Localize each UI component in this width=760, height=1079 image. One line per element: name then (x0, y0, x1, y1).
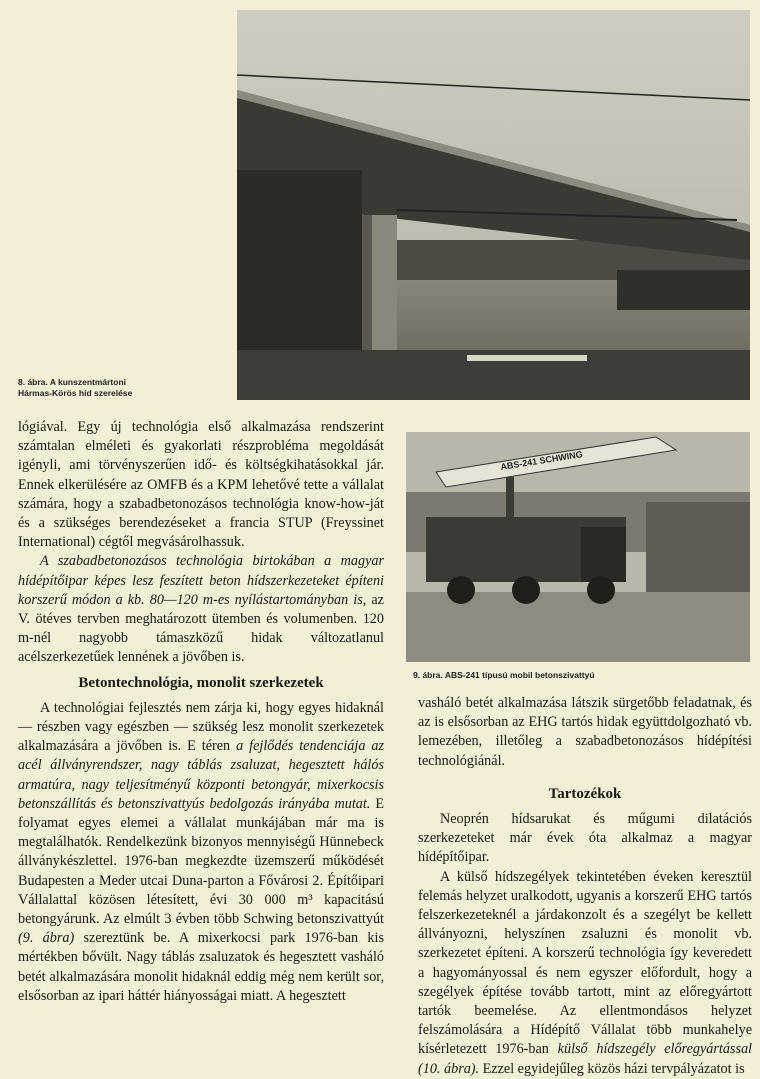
paragraph-edge-beams-emphasis: külső hídszegély előregyártással (10. ábra). (418, 1041, 753, 1077)
text-column-left (18, 418, 384, 1006)
paragraph-monolithic-b: E folyamat egyes elemei a vállalat munkájában már ma is megtalálhatók. Rendelkezünk bizonyos mennyiségű Hünnebeck állványkészlettel. 1976-ban megkezdte üzemszerű működését Budapesten a Meder utcai Duna-parton a Fővárosi 2. Építőipari Vállalattal közösen létesített, évi 30 000 m³ kapacitású betongyárunk. Az elmúlt 3 évben több Schwing betonszivattyút (18, 795, 384, 928)
paragraph-edge-beams (418, 868, 752, 1079)
text-column-right (418, 694, 752, 1079)
paragraph-monolithic-c: szereztünk be. A mixerkocsi park 1976-ban kis mértékben bővült. Nagy táblás zsaluzatok és hegesztett vasháló betét alkalmazására monolit hidaknál eddig még nem került sor, elsősorban az ipari háttér hiányosságai miatt. A hegesztett (18, 930, 384, 1004)
paragraph-edge-beams-b: Ezzel egyidejűleg közös házi tervpályázatot is (479, 1060, 745, 1077)
paragraph-free-cantilever-rest: az V. ötéves tervben meghatározott ütemben és volumenben. 120 m-nél nagyobb támaszközű hidak változatlanul acélszerkezetűek lennének a jövőben is. (18, 591, 384, 666)
figure-8-caption-line1: 8. ábra. A kunszentmártoni (18, 377, 127, 387)
paragraph-neoprene: Neoprén hídsarukat és műgumi dilatációs szerkezeteket már évek óta alkalmaz a magyar hídépítőipar. (418, 811, 752, 866)
paragraph-monolithic-emphasis: a fejlődés tendenciája az acél állványrendszer, nagy táblás zsaluzat, hegesztett hálós armatúra, nagy teljesítményű központi betongyár, mixerkocsis betonszállítás és betonszivattyús bedolgozás irányába mutat. (18, 738, 384, 812)
figure-9-caption: 9. ábra. ABS-241 típusú mobil betonszivattyú (413, 670, 595, 680)
figure-8-caption (18, 377, 228, 399)
figure-9-pump-truck-photo (406, 432, 750, 662)
truck-boom-label: ABS-241 SCHWING (499, 449, 584, 472)
figure-9-reference: (9. ábra) (18, 930, 75, 947)
paragraph-technology-intro: lógiával. Egy új technológia első alkalmazása rendszerint számtalan elméleti és gyakorlati részprobléma megoldását igényli, ami törvényszerűen idő- és költségkihatásokkal jár. Ennek elkerülésére az OMFB és a KPM lehetővé tette a vállalat számára, hogy a szabadbetonozásos technológia know-how-ját és a szükséges berendezéseket a francia STUP (Freyssinet International) cégtől megvásárolhassuk. (18, 419, 384, 551)
section-heading-concrete-technology: Betontechnológia, monolit szerkezetek (78, 674, 324, 691)
paragraph-monolithic (18, 699, 384, 1006)
paragraph-free-cantilever (18, 552, 384, 667)
paragraph-edge-beams-a: A külső hídszegélyek tekintetében éveken keresztül felemás helyzet uralkodott, ugyanis a korszerű EHG tartós felszerkezeteknél a járdakonzolt és a szegélyt be kellett állványozni, helyszínen zsaluzni és monolit vb. szerkezetet építeni. A korszerű technológia így keveredett a hagyományossal és nem egyszer előfordult, hogy a szegélyek építése tovább tartott, mint az előregyártott tartók beemelése. Az ellentmondásos helyzet felszámolására a Hídépítő Vállalat több munkahelye kísérletezett 1976-ban (418, 868, 752, 1058)
figure-8-caption-line2: Hármas-Körös híd szerelése (18, 388, 133, 398)
paragraph-free-cantilever-emphasis: A szabadbetonozásos technológia birtokában a magyar hídépítőipar képes lesz feszített beton hídszerkezeteket építeni korszerű módon a kb. 80—120 m-es nyílástartományban is, (18, 553, 384, 608)
figure-8-bridge-photo (237, 10, 750, 400)
paragraph-mesh-continuation: vasháló betét alkalmazása látszik sürgetőbb feladatnak, és az is elsősorban az EHG tartós hidak együttdolgozható vb. lemezében, illetőleg a szabadbetonozásos hídépítési technológiánál. (418, 695, 752, 769)
paragraph-monolithic-a: A technológiai fejlesztés nem zárja ki, hogy egyes hidaknál — részben vagy egészben — szükség lesz monolit szerkezetek alkalmazására a jövőben is. E téren (18, 699, 384, 755)
section-heading-accessories: Tartozékok (548, 785, 622, 802)
